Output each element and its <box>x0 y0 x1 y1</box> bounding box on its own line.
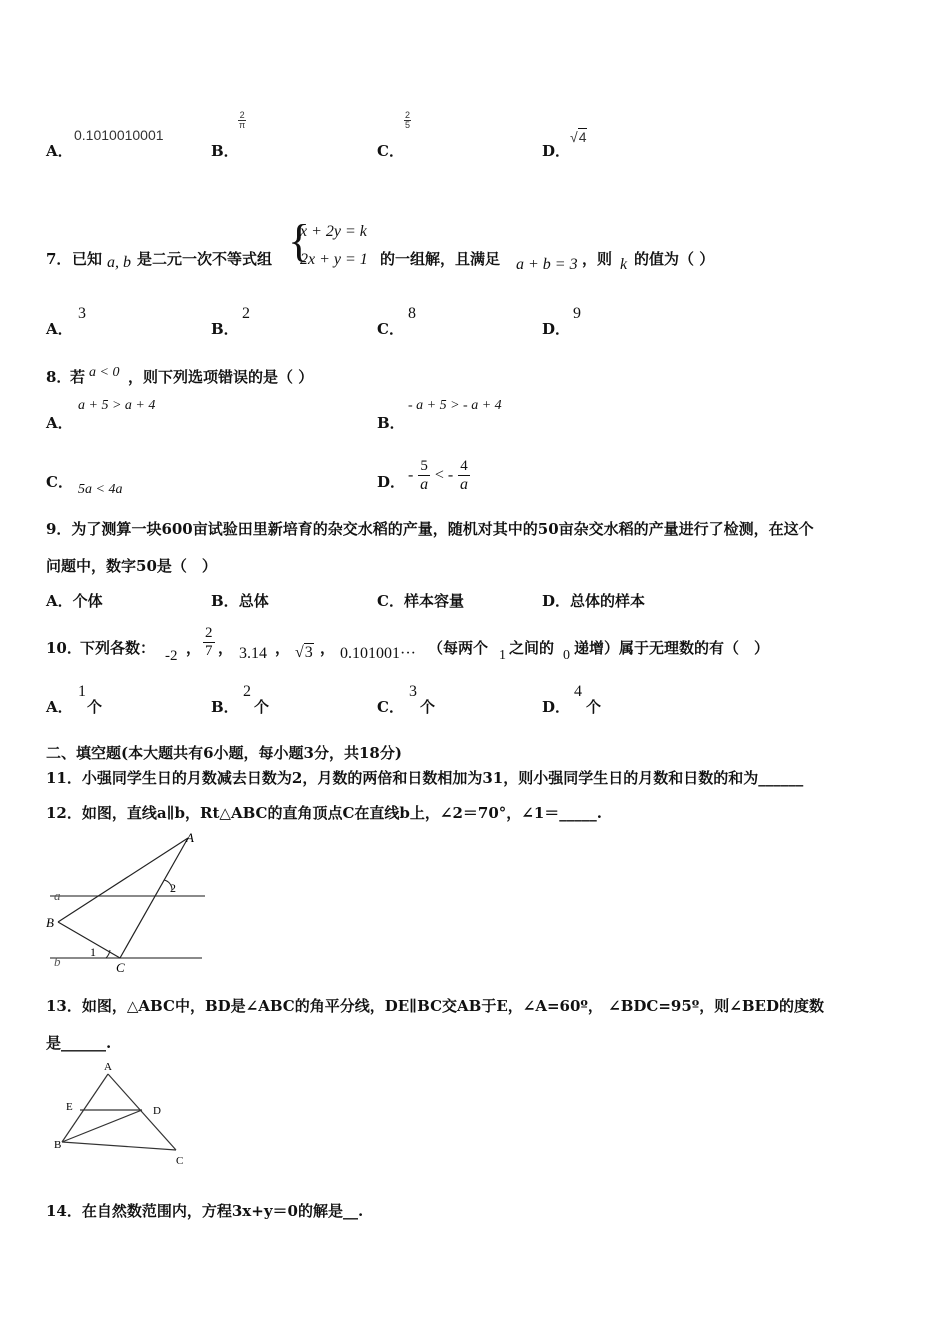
q10-number-2 <box>203 625 215 659</box>
q9-option-c-label: C． <box>377 592 404 610</box>
q10-option-b-value: 2 <box>243 683 251 700</box>
q8-option-c-label: C． <box>46 473 73 491</box>
q12-segment-bc <box>58 922 120 958</box>
q10-text-4: 递增）属于无理数的有（ ） <box>574 639 770 657</box>
q7-text-3: 的一组解，且满足 <box>380 250 501 268</box>
q10-option-c-unit: 个 <box>420 698 436 716</box>
q10-number-1: -2 <box>165 648 178 664</box>
q8-option-d-label: D． <box>377 473 406 491</box>
q13-label-b: B <box>54 1139 62 1151</box>
q10-number-3: 3.14 <box>239 645 267 662</box>
q7-option-a-label: A． <box>46 320 73 338</box>
q7-option-d-label: D． <box>542 320 571 338</box>
q9-option-a-value: 个体 <box>72 592 103 610</box>
q6-option-b-fraction <box>238 111 246 130</box>
q8-number: 8． <box>46 368 72 386</box>
question-12: 12．如图，直线a∥b，Rt△ABC的直角顶点C在直线b上，∠2＝70°，∠1＝_____. <box>46 804 603 822</box>
q7-option-c-label: C． <box>377 320 404 338</box>
q13-segment-bc <box>62 1142 176 1150</box>
q10-sep-4: ， <box>320 639 336 657</box>
q12-label-angle-1: 1 <box>90 945 96 959</box>
q9-option-c <box>377 590 464 611</box>
q8-option-d-denominator-2: a <box>460 475 469 493</box>
q10-zero: 0 <box>563 648 570 663</box>
q9-line-2: 问题中，数字50是（ ） <box>46 557 217 575</box>
q7-option-b-value: 2 <box>242 305 250 322</box>
q7-equation-1: x + 2y = k <box>300 223 367 240</box>
q8-option-b-expr: - a + 5 > - a + 4 <box>408 398 502 413</box>
q7-option-a-value: 3 <box>78 305 86 322</box>
q10-option-a-unit: 个 <box>87 698 103 716</box>
q6-option-c-numerator: 2 <box>405 110 411 120</box>
question-11: 11．小强同学生日的月数减去日数为2，月数的两倍和日数相加为31，则小强同学生日的月数和日数的和为______ <box>46 769 804 787</box>
q9-option-a <box>46 590 103 611</box>
q10-option-b-label: B． <box>211 698 239 716</box>
q13-segment-bd <box>62 1110 142 1142</box>
q8-option-d-numerator-1: 5 <box>418 458 430 476</box>
q10-option-c-value: 3 <box>409 683 417 700</box>
q6-option-b-denominator: π <box>239 120 246 130</box>
q6-option-b-numerator: 2 <box>239 110 245 120</box>
q8-option-d-fraction-1 <box>418 458 430 493</box>
q13-label-a: A <box>104 1061 112 1073</box>
q12-label-angle-2: 2 <box>170 881 176 895</box>
q10-option-a-label: A． <box>46 698 73 716</box>
q7-text-5: 的值为（ ） <box>634 250 715 268</box>
q8-option-d-numerator-2: 4 <box>458 458 470 476</box>
q10-sep-2: ， <box>218 639 234 657</box>
q8-option-a-expr: a + 5 > a + 4 <box>78 398 156 413</box>
q6-option-d-sqrt: √4 <box>570 129 587 145</box>
q13-segment-ac <box>108 1074 176 1150</box>
q9-option-d-label: D． <box>542 592 571 610</box>
q9-option-b-value: 总体 <box>238 592 269 610</box>
q12-label-line-a: a <box>54 888 61 903</box>
q8-text-2: ，则下列选项错误的是（ ） <box>128 368 314 386</box>
q8-option-d-fraction-2 <box>458 458 470 493</box>
q10-option-a-value: 1 <box>78 683 86 700</box>
q9-option-b-label: B． <box>211 592 239 610</box>
q10-number-2-denominator: 7 <box>205 642 213 659</box>
q13-line-2: 是______. <box>46 1034 112 1052</box>
q10-text-1: 下列各数： <box>80 639 156 657</box>
q7-option-d-value: 9 <box>573 305 581 322</box>
q10-number-5: 0.101001··· <box>340 645 416 662</box>
q9-line-1: 9．为了测算一块600亩试验田里新培育的杂交水稻的产量，随机对其中的50亩杂交水稻的产量进行了检测，在这个 <box>46 520 814 538</box>
q10-one: 1 <box>499 648 506 663</box>
q6-option-c-fraction <box>404 111 411 130</box>
q7-k: k <box>620 256 628 273</box>
q13-label-d: D <box>153 1105 161 1117</box>
q10-sep-3: ， <box>275 639 291 657</box>
q7-equation-2: 2x + y = 1 <box>300 251 368 268</box>
q7-number: 7． <box>46 250 72 268</box>
q7-vars: a, b <box>107 254 131 271</box>
q10-text-2: （每两个 <box>428 639 489 657</box>
q10-option-c-label: C． <box>377 698 404 716</box>
q6-option-b-label: B． <box>211 142 239 160</box>
q13-line-1: 13．如图，△ABC中，BD是∠ABC的角平分线，DE∥BC交AB于E，∠A=60º， ∠BDC=95º，则∠BED的度数 <box>46 997 824 1015</box>
q7-option-c-value: 8 <box>408 305 416 322</box>
q6-option-c-denominator: 5 <box>405 120 411 130</box>
q8-option-c-expr: 5a < 4a <box>78 482 123 497</box>
q12-label-line-b: b <box>54 954 61 969</box>
q8-option-d-denominator-1: a <box>420 475 429 493</box>
q12-label-b-point: B <box>46 915 54 930</box>
q12-label-a-point: A <box>186 830 194 845</box>
q12-segment-ba <box>58 838 188 922</box>
q6-option-d-label: D． <box>542 142 571 160</box>
q12-label-c-point: C <box>116 960 125 975</box>
q6-option-a-value: 0.1010010001 <box>74 127 164 143</box>
q10-option-b-unit: 个 <box>254 698 270 716</box>
q10-sep-1: ， <box>186 639 202 657</box>
q7-system-brace: { <box>288 215 311 266</box>
q9-option-d <box>542 590 645 611</box>
q10-number-4-radicand: 3 <box>304 644 313 661</box>
q9-option-c-value: 样本容量 <box>403 592 464 610</box>
q9-option-d-value: 总体的样本 <box>570 592 646 610</box>
q7-text-1: 已知 <box>72 250 103 268</box>
q10-option-d-unit: 个 <box>586 698 602 716</box>
q8-option-d-lt: < - <box>434 466 454 484</box>
q8-option-d-minus: - <box>408 466 414 484</box>
section-2-title: 二、填空题(本大题共有6小题，每小题3分，共18分) <box>46 744 402 762</box>
q13-label-c: C <box>176 1155 184 1167</box>
q8-option-a-label: A． <box>46 414 73 432</box>
q8-option-d-expr <box>408 458 470 493</box>
q10-option-d-value: 4 <box>574 683 582 700</box>
q10-text-3: 之间的 <box>509 639 555 657</box>
q10-option-d-label: D． <box>542 698 571 716</box>
question-14: 14．在自然数范围内，方程3x+y＝0的解是__. <box>46 1202 364 1220</box>
q7-text-4: ，则 <box>582 250 613 268</box>
q7-text-2: 是二元一次不等式组 <box>137 250 273 268</box>
q12-segment-ca <box>120 838 188 958</box>
q7-condition: a + b = 3 <box>516 256 578 273</box>
q6-option-c-label: C． <box>377 142 404 160</box>
q8-text-1: 若 <box>70 368 86 386</box>
q8-condition: a < 0 <box>89 365 120 380</box>
q7-option-b-label: B． <box>211 320 239 338</box>
q9-option-a-label: A． <box>46 592 73 610</box>
q10-number-4: √3 <box>295 644 313 661</box>
q8-option-b-label: B． <box>377 414 405 432</box>
q10-number: 10． <box>46 639 82 657</box>
q10-number-2-numerator: 2 <box>205 625 213 641</box>
q9-option-b <box>211 590 269 611</box>
q13-label-e: E <box>66 1101 73 1113</box>
q13-figure <box>50 1058 200 1170</box>
q6-option-a-label: A． <box>46 142 73 160</box>
q12-figure <box>40 830 210 978</box>
q6-option-d-radicand: 4 <box>578 129 587 145</box>
